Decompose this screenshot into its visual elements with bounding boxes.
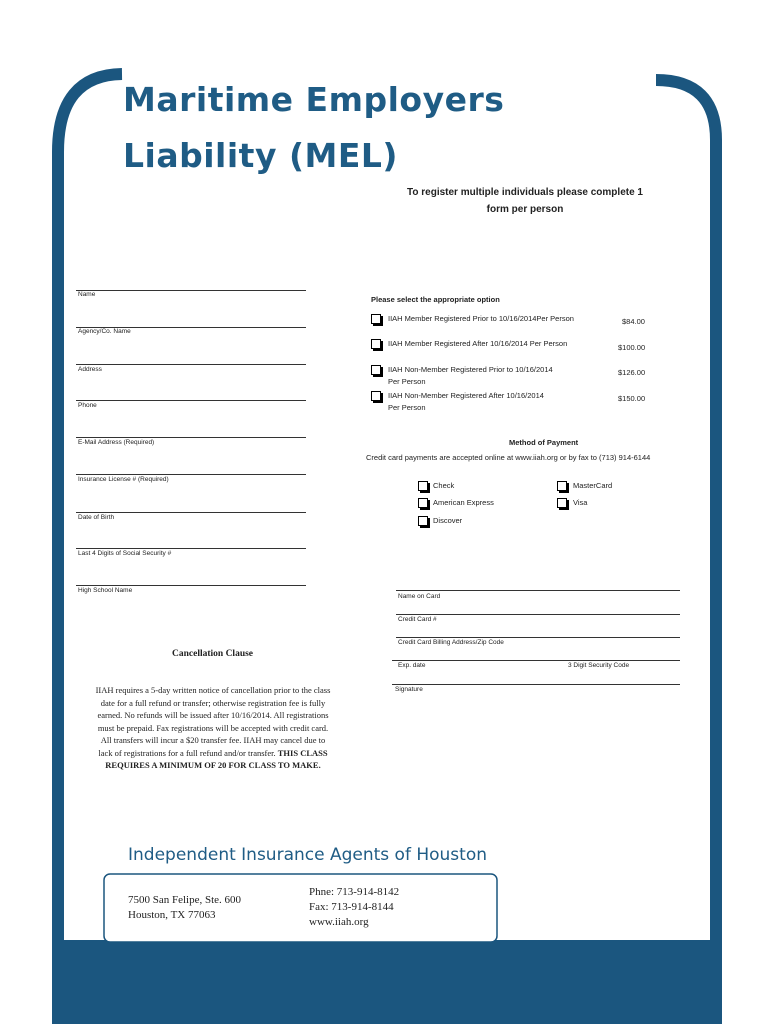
option-4-line-2: Per Person [388, 403, 426, 412]
title-line-1: Maritime Employers [123, 80, 505, 119]
amex-checkbox[interactable] [418, 498, 428, 508]
option-1-line-1: IIAH Member Registered Prior to 10/16/2014Per Person [388, 314, 574, 323]
option-4-line-1: IIAH Non-Member Registered After 10/16/2014 [388, 391, 544, 400]
name-on-card-label: Name on Card [398, 593, 441, 600]
frame-right-curve [656, 80, 716, 1022]
option-label-1 [388, 313, 598, 325]
street-address [128, 893, 241, 923]
cancellation-line-6-bold: THIS CLASS [277, 747, 328, 758]
option-label-2 [388, 338, 598, 350]
exp-field[interactable] [392, 660, 680, 661]
mastercard-checkbox[interactable] [557, 481, 567, 491]
school-field[interactable] [76, 585, 306, 586]
cancellation-line: All transfers will incur a $20 transfer fee. IIAH may cancel due to [100, 735, 326, 745]
check-checkbox[interactable] [418, 481, 428, 491]
dob-field[interactable] [76, 512, 306, 513]
phone-label: Phone [78, 402, 97, 409]
option-label-3 [388, 364, 598, 388]
option-checkbox-1[interactable] [371, 314, 381, 324]
ssn-label: Last 4 Digits of Social Security # [78, 550, 172, 557]
option-3-line-1: IIAH Non-Member Registered Prior to 10/16/2014 [388, 365, 553, 374]
name-field[interactable] [76, 290, 306, 291]
name-label: Name [78, 291, 96, 298]
address-field[interactable] [76, 364, 306, 365]
option-label-4 [388, 390, 598, 414]
exp-label: Exp. date [398, 662, 426, 669]
cancellation-text [70, 684, 356, 772]
check-label: Check [433, 481, 455, 490]
organization-name: Independent Insurance Agents of Houston [128, 845, 487, 865]
option-price-3: $126.00 [618, 368, 646, 377]
payment-note: Credit card payments are accepted online at www.iiah.org or by fax to (713) 914-6144 [366, 453, 651, 462]
billing-field[interactable] [396, 637, 680, 638]
phone-field[interactable] [76, 400, 306, 401]
option-price-2: $100.00 [618, 343, 646, 352]
cancellation-line: date for a full refund or transfer; otherwise registration fee is fully [100, 697, 326, 708]
option-price-1: $84.00 [622, 317, 645, 326]
cancellation-line: IIAH requires a 5-day written notice of cancellation prior to the class [95, 685, 331, 695]
amex-label: American Express [433, 498, 494, 507]
note-line-1: To register multiple individuals please complete 1 [407, 187, 643, 198]
contact-info [309, 885, 399, 930]
cancellation-line: must be prepaid. Fax registrations will be accepted with credit card. [97, 722, 329, 733]
option-checkbox-3[interactable] [371, 365, 381, 375]
option-checkbox-4[interactable] [371, 391, 381, 401]
address-label: Address [78, 366, 102, 373]
visa-checkbox[interactable] [557, 498, 567, 508]
discover-checkbox[interactable] [418, 516, 428, 526]
billing-label: Credit Card Billing Address/Zip Code [398, 639, 504, 646]
discover-label: Discover [433, 516, 463, 525]
card-number-label: Credit Card # [398, 616, 437, 623]
card-number-field[interactable] [396, 614, 680, 615]
cancellation-heading: Cancellation Clause [172, 649, 254, 659]
visa-label: Visa [573, 498, 588, 507]
option-price-4: $150.00 [618, 394, 646, 403]
agency-label: Agency/Co. Name [78, 328, 131, 335]
page-title [123, 72, 504, 184]
cancellation-line-7-bold: REQUIRES A MINIMUM OF 20 FOR CLASS TO MAKE. [105, 760, 321, 770]
options-heading: Please select the appropriate option [371, 295, 500, 304]
address-line-1: 7500 San Felipe, Ste. 600 [128, 894, 242, 906]
cancellation-line [70, 759, 356, 772]
license-label: Insurance License # (Required) [78, 476, 169, 483]
title-line-2: Liability (MEL) [123, 136, 399, 175]
school-label: High School Name [78, 587, 133, 594]
address-line-2: Houston, TX 77063 [128, 909, 216, 921]
registration-note [370, 184, 680, 218]
website-link[interactable]: www.iiah.org [309, 916, 369, 928]
cancellation-line: earned. No refunds will be issued after 10/16/2014. All registrations [97, 710, 329, 720]
signature-label: Signature [395, 686, 423, 693]
name-on-card-field[interactable] [396, 590, 680, 591]
option-3-line-2: Per Person [388, 377, 426, 386]
license-field[interactable] [76, 474, 306, 475]
mastercard-label: MasterCard [573, 481, 613, 490]
signature-field[interactable] [392, 684, 680, 685]
ssn-field[interactable] [76, 548, 306, 549]
cancellation-line-6-text: lack of registrations for a full refund and/or transfer. [98, 747, 276, 758]
fax-text: Fax: 713-914-8144 [309, 901, 394, 913]
security-code-label: 3 Digit Security Code [568, 662, 630, 669]
option-checkbox-2[interactable] [371, 339, 381, 349]
cancellation-line [70, 747, 356, 760]
email-field[interactable] [76, 437, 306, 438]
phone-text: Phne: 713-914-8142 [309, 886, 400, 898]
bottom-band [52, 940, 722, 1024]
option-2-line-1: IIAH Member Registered After 10/16/2014 Per Person [388, 339, 568, 348]
note-line-2: form per person [486, 204, 564, 215]
email-label: E-Mail Address (Required) [78, 439, 155, 446]
payment-heading: Method of Payment [509, 438, 579, 447]
dob-label: Date of Birth [78, 514, 115, 521]
